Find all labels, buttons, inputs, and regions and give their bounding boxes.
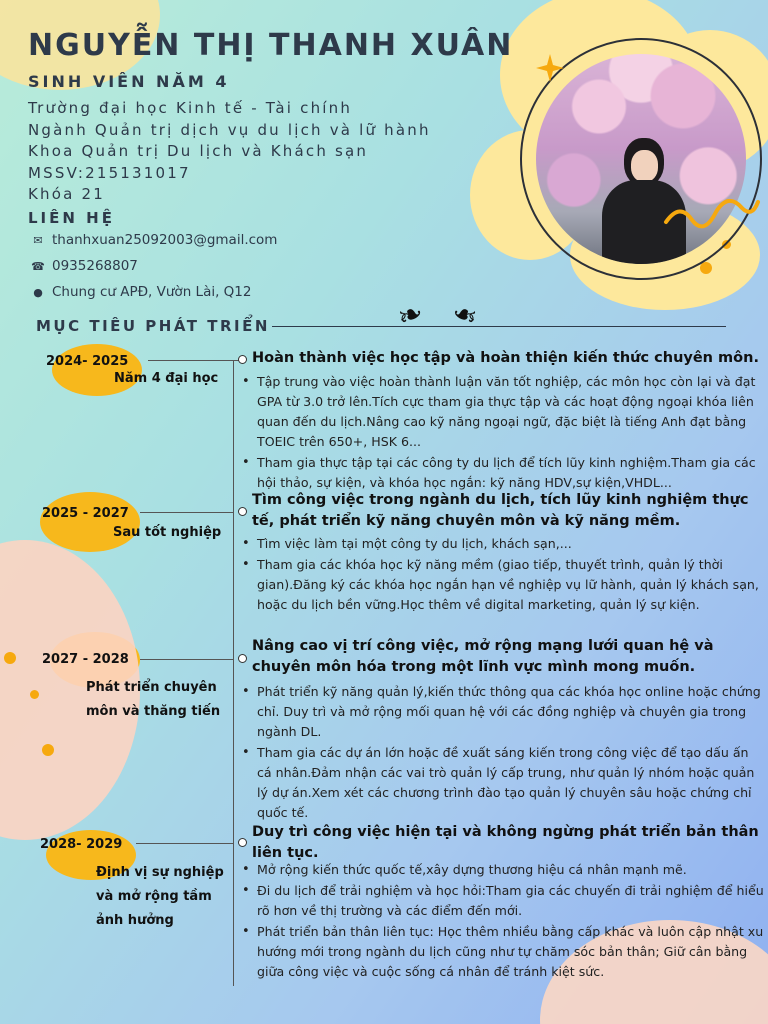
bullets-2 <box>240 534 766 616</box>
list-item: • Đi du lịch để trải nghiệm và học hỏi:Tham gia các chuyến đi trải nghiệm để hiểu rõ hơn về thị trường và các điểm đến mới. <box>240 881 766 921</box>
stage-3-line-2: môn và thăng tiến <box>86 704 221 719</box>
feather-right-icon: ❧ <box>446 294 483 337</box>
timeline-tick <box>140 659 233 660</box>
orange-dot-2 <box>30 690 39 699</box>
list-item: • Tham gia thực tập tại các công ty du lịch để tích lũy kinh nghiệm.Tham gia các hội thảo, sự kiện, và khóa học ngắn: kỹ năng HDV,sự kiện,VHDL... <box>240 453 766 493</box>
photo-face <box>631 150 658 182</box>
timeline-tick <box>140 512 233 513</box>
orange-dot-3 <box>42 744 54 756</box>
list-item: • Tham gia các khóa học kỹ năng mềm (giao tiếp, thuyết trình, quản lý thời gian).Đăng ký các khóa học ngắn hạn về nghiệp vụ lữ hành, quản lý khách sạn, hoặc du lịch bền vững.Học thêm về digital marketing, quản lý sự kiện. <box>240 555 766 615</box>
school: Trường đại học Kinh tế - Tài chính <box>28 99 353 117</box>
squiggle-icon <box>662 190 762 240</box>
goal-4: Duy trì công việc hiện tại và không ngừng phát triển bản thân liên tục. <box>252 824 759 861</box>
contact-email <box>30 232 277 248</box>
contact-address <box>30 284 251 300</box>
period-4: 2028- 2029 <box>40 837 123 852</box>
faculty: Khoa Quản trị Du lịch và Khách sạn <box>28 142 369 160</box>
timeline-dot <box>238 507 247 516</box>
list-item: • Tham gia các dự án lớn hoặc đề xuất sáng kiến trong công việc để tạo dấu ấn cá nhân.Đảm nhận các vai trò quản lý cấp trung, như quản lý nhóm hoặc quản lý dự án.Xem xét các chương trình đào tạo quản lý chuyên sâu hoặc chứng chỉ quốc tế. <box>240 743 766 823</box>
location-icon: ● <box>33 285 43 299</box>
cohort: Khóa 21 <box>28 185 105 203</box>
sparkle-icon <box>536 52 572 88</box>
bullets-3 <box>240 682 766 824</box>
stage-3 <box>86 676 220 724</box>
list-item: • Phát triển bản thân liên tục: Học thêm nhiều bằng cấp khác và luôn cập nhật xu hướng mới trong ngành du lịch cũng như tự chăm sóc bản thân; Giữ cân bằng giữa công việc và cuộc sống cá nhân để tránh kiệt sức. <box>240 922 766 982</box>
address-text: Chung cư APĐ, Vườn Lài, Q12 <box>52 284 252 300</box>
contact-phone <box>30 258 138 274</box>
bullets-4 <box>240 860 766 983</box>
feather-left-icon: ❧ <box>392 294 429 337</box>
section-divider <box>272 326 726 327</box>
list-item: • Mở rộng kiến thức quốc tế,xây dựng thương hiệu cá nhân mạnh mẽ. <box>240 860 766 880</box>
phone-icon: ☎ <box>31 259 45 273</box>
stage-4-line-3: ảnh hưởng <box>96 913 174 928</box>
subtitle: SINH VIÊN NĂM 4 <box>28 72 230 91</box>
stage-4-line-2: và mở rộng tầm <box>96 889 212 904</box>
goal-2: Tìm công việc trong ngành du lịch, tích lũy kinh nghiệm thực tế, phát triển kỹ năng chuyên môn và kỹ năng mềm. <box>252 492 749 529</box>
orange-dot-1 <box>4 652 16 664</box>
timeline-tick <box>136 843 233 844</box>
bullets-1 <box>240 372 766 494</box>
profile-info <box>28 98 431 206</box>
orange-dot-4 <box>700 262 712 274</box>
full-name: NGUYỄN THỊ THANH XUÂN <box>28 28 514 63</box>
email-text: thanhxuan25092003@gmail.com <box>52 232 278 248</box>
list-item: • Phát triển kỹ năng quản lý,kiến thức thông qua các khóa học online hoặc chứng chỉ. Duy trì và mở rộng mối quan hệ với các đồng nghiệp và chuyên gia trong ngành DL. <box>240 682 766 742</box>
stage-2: Sau tốt nghiệp <box>113 525 222 540</box>
timeline-tick <box>148 360 233 361</box>
stage-3-line-1: Phát triển chuyên <box>86 680 217 695</box>
major: Ngành Quản trị dịch vụ du lịch và lữ hành <box>28 120 431 139</box>
student-id: MSSV:215131017 <box>28 163 191 182</box>
stage-4 <box>96 861 224 933</box>
list-item: • Tập trung vào việc hoàn thành luận văn tốt nghiệp, các môn học còn lại và đạt GPA từ 3.0 trở lên.Tích cực tham gia thực tập và các hoạt động ngoại khóa liên quan đến du lịch.Nâng cao kỹ năng ngoại ngữ, đặc biệt là tiếng Anh đạt bằng TOEIC trên 650+, HSK 6... <box>240 372 766 452</box>
timeline-dot <box>238 838 247 847</box>
period-3: 2027 - 2028 <box>42 652 129 667</box>
stage-1: Năm 4 đại học <box>114 371 219 386</box>
period-1: 2024- 2025 <box>46 354 129 369</box>
goal-1: Hoàn thành việc học tập và hoàn thiện kiến thức chuyên môn. <box>252 350 759 366</box>
timeline-dot <box>238 355 247 364</box>
phone-text: 0935268807 <box>52 258 138 274</box>
section-title: MỤC TIÊU PHÁT TRIỂN <box>36 317 270 335</box>
goal-3: Nâng cao vị trí công việc, mở rộng mạng lưới quan hệ và chuyên môn hóa trong một lĩnh vực mình mong muốn. <box>252 638 714 675</box>
stage-4-line-1: Định vị sự nghiệp <box>96 865 224 880</box>
list-item: • Tìm việc làm tại một công ty du lịch, khách sạn,... <box>240 534 766 554</box>
timeline-axis <box>233 360 234 986</box>
contact-title: LIÊN HỆ <box>28 209 115 227</box>
period-2: 2025 - 2027 <box>42 506 129 521</box>
timeline-dot <box>238 654 247 663</box>
email-icon: ✉ <box>33 233 43 247</box>
